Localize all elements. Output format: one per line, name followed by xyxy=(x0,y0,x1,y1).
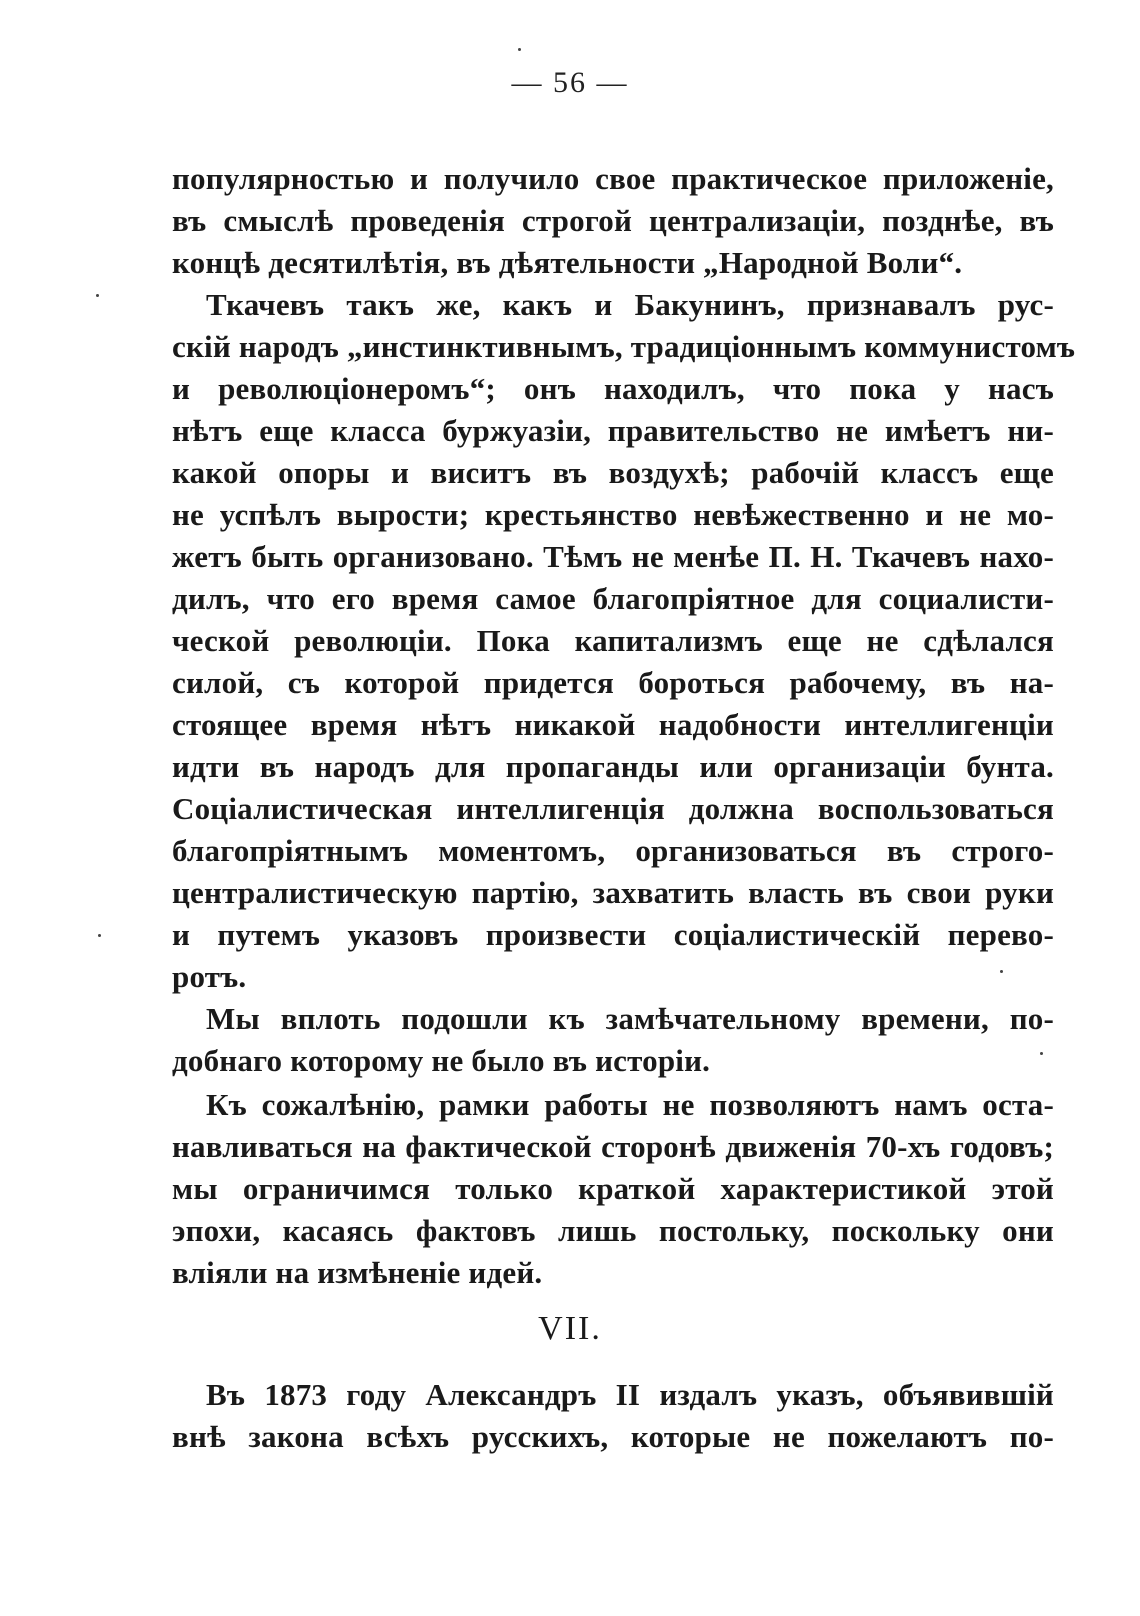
scan-speck xyxy=(1000,970,1003,973)
text-line: Къ сожалѣнiю, рамки работы не позволяютъ намъ оста- xyxy=(206,1087,1054,1122)
paragraph-4 xyxy=(172,1084,1054,1294)
paragraph-1 xyxy=(172,158,1054,284)
text-line: дилъ, что его время самое благопрiятное для социалисти- xyxy=(172,581,1054,616)
scan-speck xyxy=(1040,1052,1043,1055)
text-line: Ткачевъ такъ же, какъ и Бакунинъ, признавалъ рус- xyxy=(206,287,1054,322)
text-line: добнаго которому не было въ исторiи. xyxy=(172,1043,711,1078)
text-line: жетъ быть организовано. Тѣмъ не менѣе П. Н. Ткачевъ нахо- xyxy=(172,539,1054,574)
text-line: и путемъ указовъ произвести соцiалистическiй перево- xyxy=(172,917,1054,952)
paragraph-2 xyxy=(172,284,1076,998)
section-paragraph xyxy=(172,1374,1054,1458)
text-line: концѣ десятилѣтiя, въ дѣятельности „Народной Воли“. xyxy=(172,245,963,280)
text-line: внѣ закона всѣхъ русскихъ, которые не пожелаютъ по- xyxy=(172,1419,1054,1454)
text-line: эпохи, касаясь фактовъ лишь постольку, поскольку они xyxy=(172,1213,1054,1248)
text-line: ротъ. xyxy=(172,959,247,994)
text-line: Соцiалистическая интеллигенцiя должна воспользоваться xyxy=(172,791,1054,826)
scan-speck xyxy=(518,48,521,51)
text-line: не успѣлъ вырости; крестьянство невѣжественно и не мо- xyxy=(172,497,1054,532)
text-line: силой, съ которой придется бороться рабочему, въ на- xyxy=(172,665,1054,700)
paragraph-3 xyxy=(172,998,1054,1082)
scan-speck xyxy=(96,294,99,297)
section-heading: VII. xyxy=(538,1310,602,1347)
text-line: навливаться на фактической сторонѣ движенiя 70-хъ годовъ; xyxy=(172,1129,1054,1164)
text-line: мы ограничимся только краткой характеристикой этой xyxy=(172,1171,1054,1206)
text-line: идти въ народъ для пропаганды или организацiи бунта. xyxy=(172,749,1054,784)
text-line: ческой революцiи. Пока капитализмъ еще не сдѣлался xyxy=(172,623,1054,658)
text-line: благопрiятнымъ моментомъ, организоваться въ строго- xyxy=(172,833,1054,868)
text-line: влiяли на измѣненiе идей. xyxy=(172,1255,543,1290)
text-line: скiй народъ „инстинктивнымъ, традицiоннымъ коммунистомъ xyxy=(172,329,1076,364)
text-line: Мы вплоть подошли къ замѣчательному времени, по- xyxy=(206,1001,1054,1036)
text-line: нѣтъ еще класса буржуазiи, правительство не имѣетъ ни- xyxy=(172,413,1055,448)
scan-speck xyxy=(98,934,101,937)
text-line: стоящее время нѣтъ никакой надобности интеллигенцiи xyxy=(172,707,1054,742)
text-line: въ смыслѣ проведенiя строгой централизацiи, позднѣе, въ xyxy=(172,203,1054,238)
text-line: какой опоры и виситъ въ воздухѣ; рабочiй классъ еще xyxy=(172,455,1054,490)
text-line: популярностью и получило свое практическое приложенiе, xyxy=(172,161,1054,196)
text-line: и революцiонеромъ“; онъ находилъ, что пока у насъ xyxy=(172,371,1054,406)
page-number: — 56 — xyxy=(511,66,629,99)
text-line: Въ 1873 году Александръ II издалъ указъ, объявившiй xyxy=(206,1377,1054,1412)
text-line: централистическую партiю, захватить власть въ свои руки xyxy=(172,875,1054,910)
